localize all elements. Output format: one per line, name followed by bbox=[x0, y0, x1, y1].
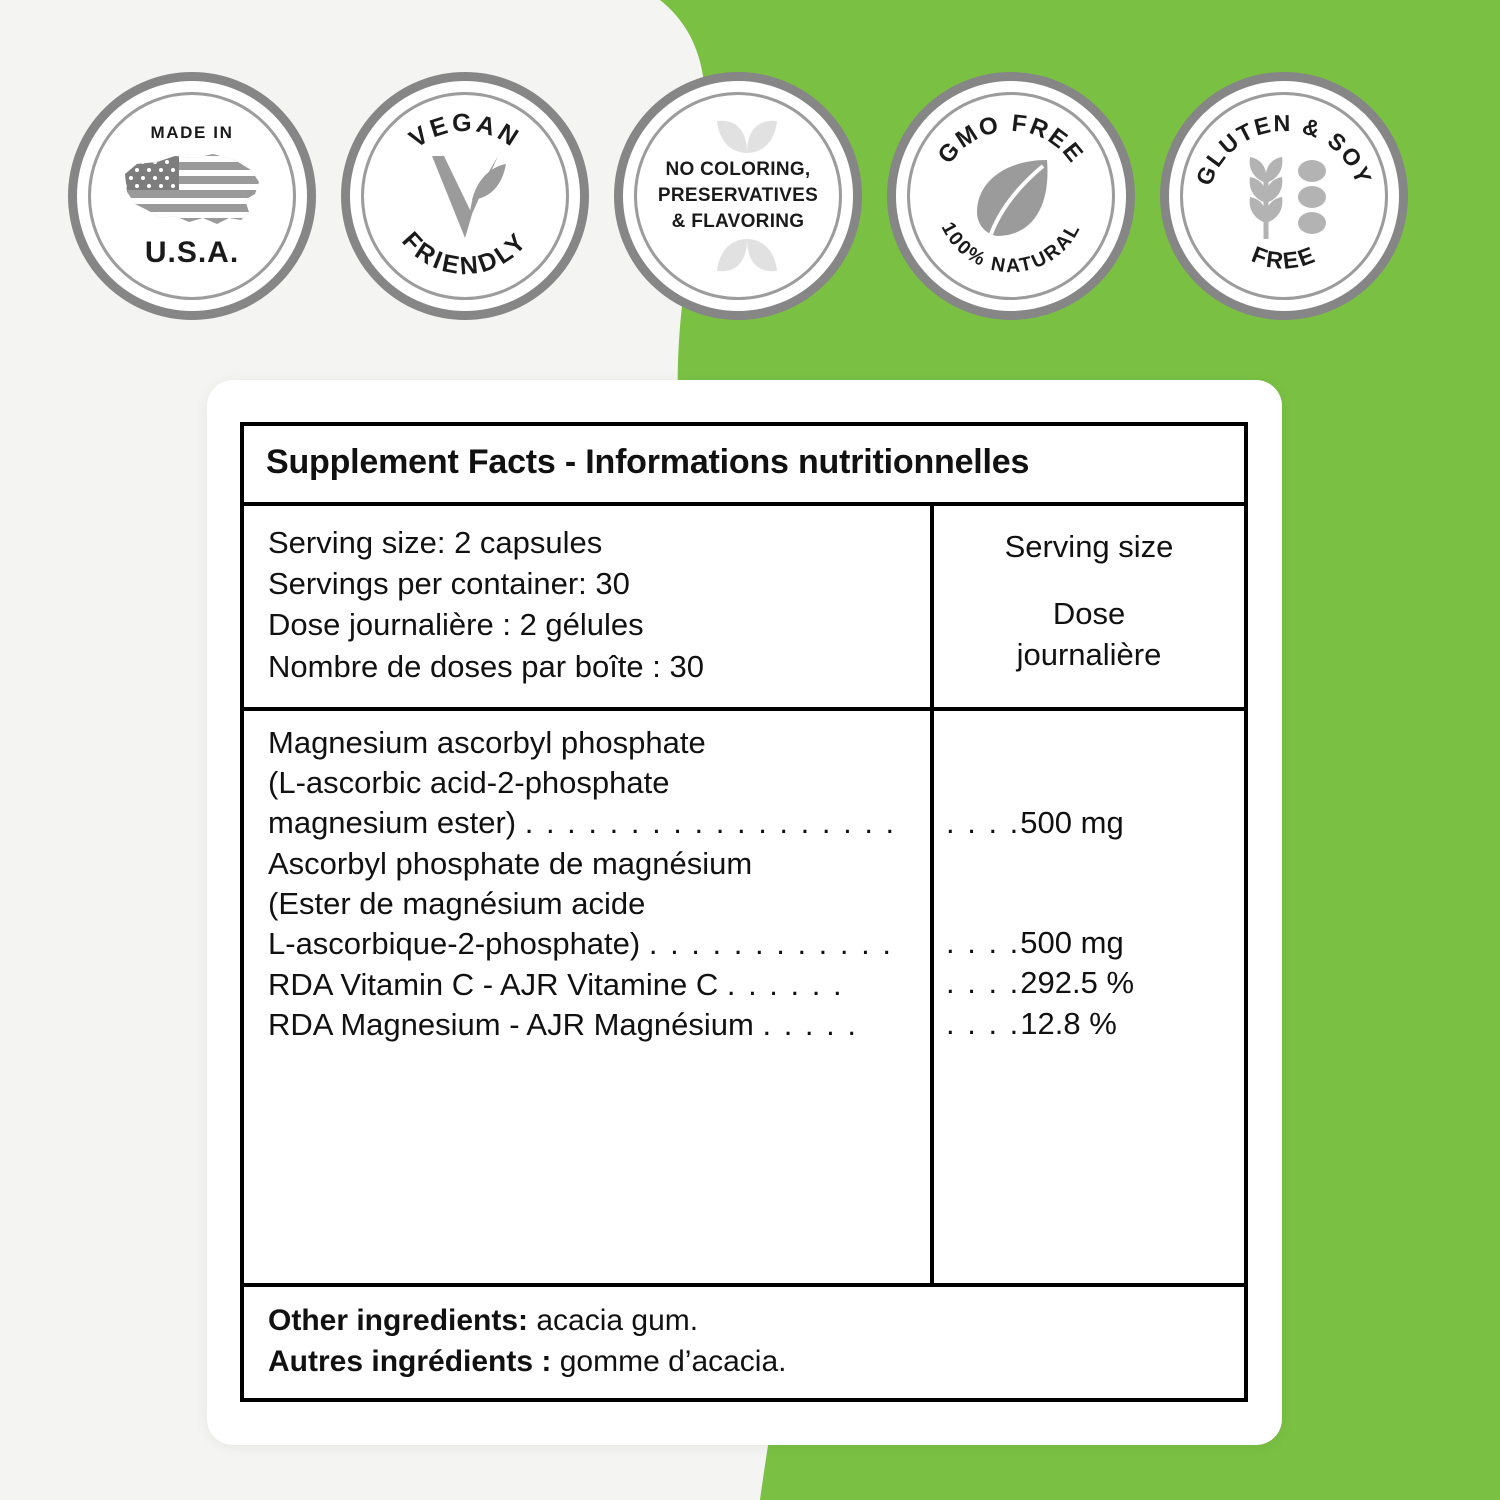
value-row-1 bbox=[934, 803, 1244, 843]
supplement-facts-card bbox=[207, 380, 1282, 1445]
value-row-3 bbox=[934, 963, 1244, 1003]
leader-dots: . . . . . bbox=[762, 1006, 858, 1042]
value-rda-vitamin-c: 292.5 % bbox=[1020, 965, 1135, 1001]
svg-text:FRIENDLY: FRIENDLY bbox=[396, 226, 534, 281]
nutrient-line-2: (L-ascorbic acid-2-phosphate bbox=[268, 765, 670, 801]
badge-made-in-label: MADE IN bbox=[150, 122, 234, 142]
other-ingredients-label-en: Other ingredients: bbox=[268, 1304, 529, 1337]
value-spacer bbox=[934, 883, 1244, 923]
nombre-de-doses-line: Nombre de doses par boîte : 30 bbox=[268, 648, 704, 684]
usa-map-flag-icon bbox=[117, 148, 267, 232]
other-ingredients-label-fr: Autres ingrédients : bbox=[268, 1344, 552, 1378]
serving-size-line: Serving size: 2 capsules bbox=[268, 525, 603, 560]
value-spacer bbox=[934, 763, 1244, 803]
leader-dots: . . . . . . . . . . . . . . . . . . bbox=[524, 805, 897, 841]
value-spacer bbox=[934, 843, 1244, 883]
svg-text:100% NATURAL: 100% NATURAL bbox=[936, 218, 1086, 278]
svg-text:FREE: FREE bbox=[1248, 241, 1320, 274]
serving-size-header-fr-line1: Dose bbox=[1052, 596, 1126, 632]
value-mag-ascorbyl-fr: 500 mg bbox=[1020, 925, 1124, 961]
other-ingredients-value-en: acacia gum. bbox=[536, 1304, 699, 1337]
servings-per-container-line: Servings per container: 30 bbox=[268, 566, 630, 602]
badge-no-coloring-line2: PRESERVATIVES bbox=[657, 184, 819, 206]
dose-journaliere-line: Dose journalière : 2 gélules bbox=[268, 607, 644, 643]
value-row-2 bbox=[934, 923, 1244, 963]
nutrient-line-1: Magnesium ascorbyl phosphate bbox=[268, 724, 706, 760]
leader-dots: . . . . bbox=[946, 925, 1021, 961]
value-spacer bbox=[934, 723, 1244, 763]
wheat-icon bbox=[1228, 147, 1340, 245]
nutrient-line-4: Ascorbyl phosphate de magnésium bbox=[268, 845, 753, 881]
other-ingredients-row bbox=[244, 1287, 1244, 1398]
serving-size-header-fr-line2: journalière bbox=[1016, 637, 1162, 673]
svg-text:VEGAN: VEGAN bbox=[404, 108, 526, 154]
leader-dots: . . . . bbox=[946, 965, 1021, 1001]
nutrient-line-7 bbox=[268, 965, 930, 1005]
certification-badges-row bbox=[68, 72, 1448, 332]
rda-magnesium-label: RDA Magnesium - AJR Magnésium bbox=[268, 1006, 754, 1042]
rda-vitamin-c-label: RDA Vitamin C - AJR Vitamine C bbox=[268, 966, 719, 1002]
badge-no-coloring-line1: NO COLORING, bbox=[665, 158, 811, 180]
nutrient-line-3-text: magnesium ester) bbox=[268, 805, 517, 841]
header-gap bbox=[944, 567, 1234, 593]
nutrient-line-5: (Ester de magnésium acide bbox=[268, 886, 646, 922]
other-ingredients-value-fr: gomme d’acacia. bbox=[559, 1344, 787, 1378]
serving-information-left bbox=[244, 506, 934, 707]
serving-size-header-en: Serving size bbox=[1004, 529, 1174, 564]
svg-text:GLUTEN & SOY: GLUTEN & SOY bbox=[1190, 109, 1378, 189]
badge-gmo-free bbox=[887, 72, 1135, 320]
nutrients-values-column bbox=[934, 711, 1244, 1283]
leader-dots: . . . . bbox=[946, 804, 1021, 840]
supplement-facts-table bbox=[240, 422, 1248, 1402]
nutrient-line-6-text: L-ascorbique-2-phosphate) bbox=[268, 926, 641, 962]
value-mag-ascorbyl-en: 500 mg bbox=[1020, 804, 1124, 840]
other-ingredients-en bbox=[268, 1301, 1222, 1342]
nutrients-names-column bbox=[244, 711, 934, 1283]
badge-vegan-friendly bbox=[341, 72, 589, 320]
supplement-facts-title: Supplement Facts - Informations nutritionnelles bbox=[244, 426, 1244, 506]
nutrient-line-8 bbox=[268, 1005, 930, 1045]
leader-dots: . . . . . . . . . . . . bbox=[648, 926, 893, 962]
serving-information-row bbox=[244, 506, 1244, 711]
badge-made-in-usa bbox=[68, 72, 316, 320]
vegan-leaf-icon bbox=[422, 146, 508, 246]
badge-usa-label: U.S.A. bbox=[144, 235, 240, 269]
leader-dots: . . . . bbox=[946, 1005, 1021, 1041]
value-rda-magnesium: 12.8 % bbox=[1020, 1005, 1117, 1041]
natural-leaf-icon bbox=[965, 152, 1057, 244]
serving-column-header bbox=[934, 506, 1244, 707]
other-ingredients-fr bbox=[268, 1342, 1222, 1383]
leader-dots: . . . . . . bbox=[726, 966, 844, 1002]
badge-gluten-soy-free bbox=[1160, 72, 1408, 320]
badge-no-coloring bbox=[614, 72, 862, 320]
svg-text:GMO FREE: GMO FREE bbox=[932, 109, 1090, 169]
nutrient-line-3 bbox=[268, 803, 930, 843]
value-row-4 bbox=[934, 1004, 1244, 1044]
badge-no-coloring-line3: & FLAVORING bbox=[671, 211, 805, 233]
nutrient-line-6 bbox=[268, 924, 930, 964]
nutrients-row bbox=[244, 711, 1244, 1287]
